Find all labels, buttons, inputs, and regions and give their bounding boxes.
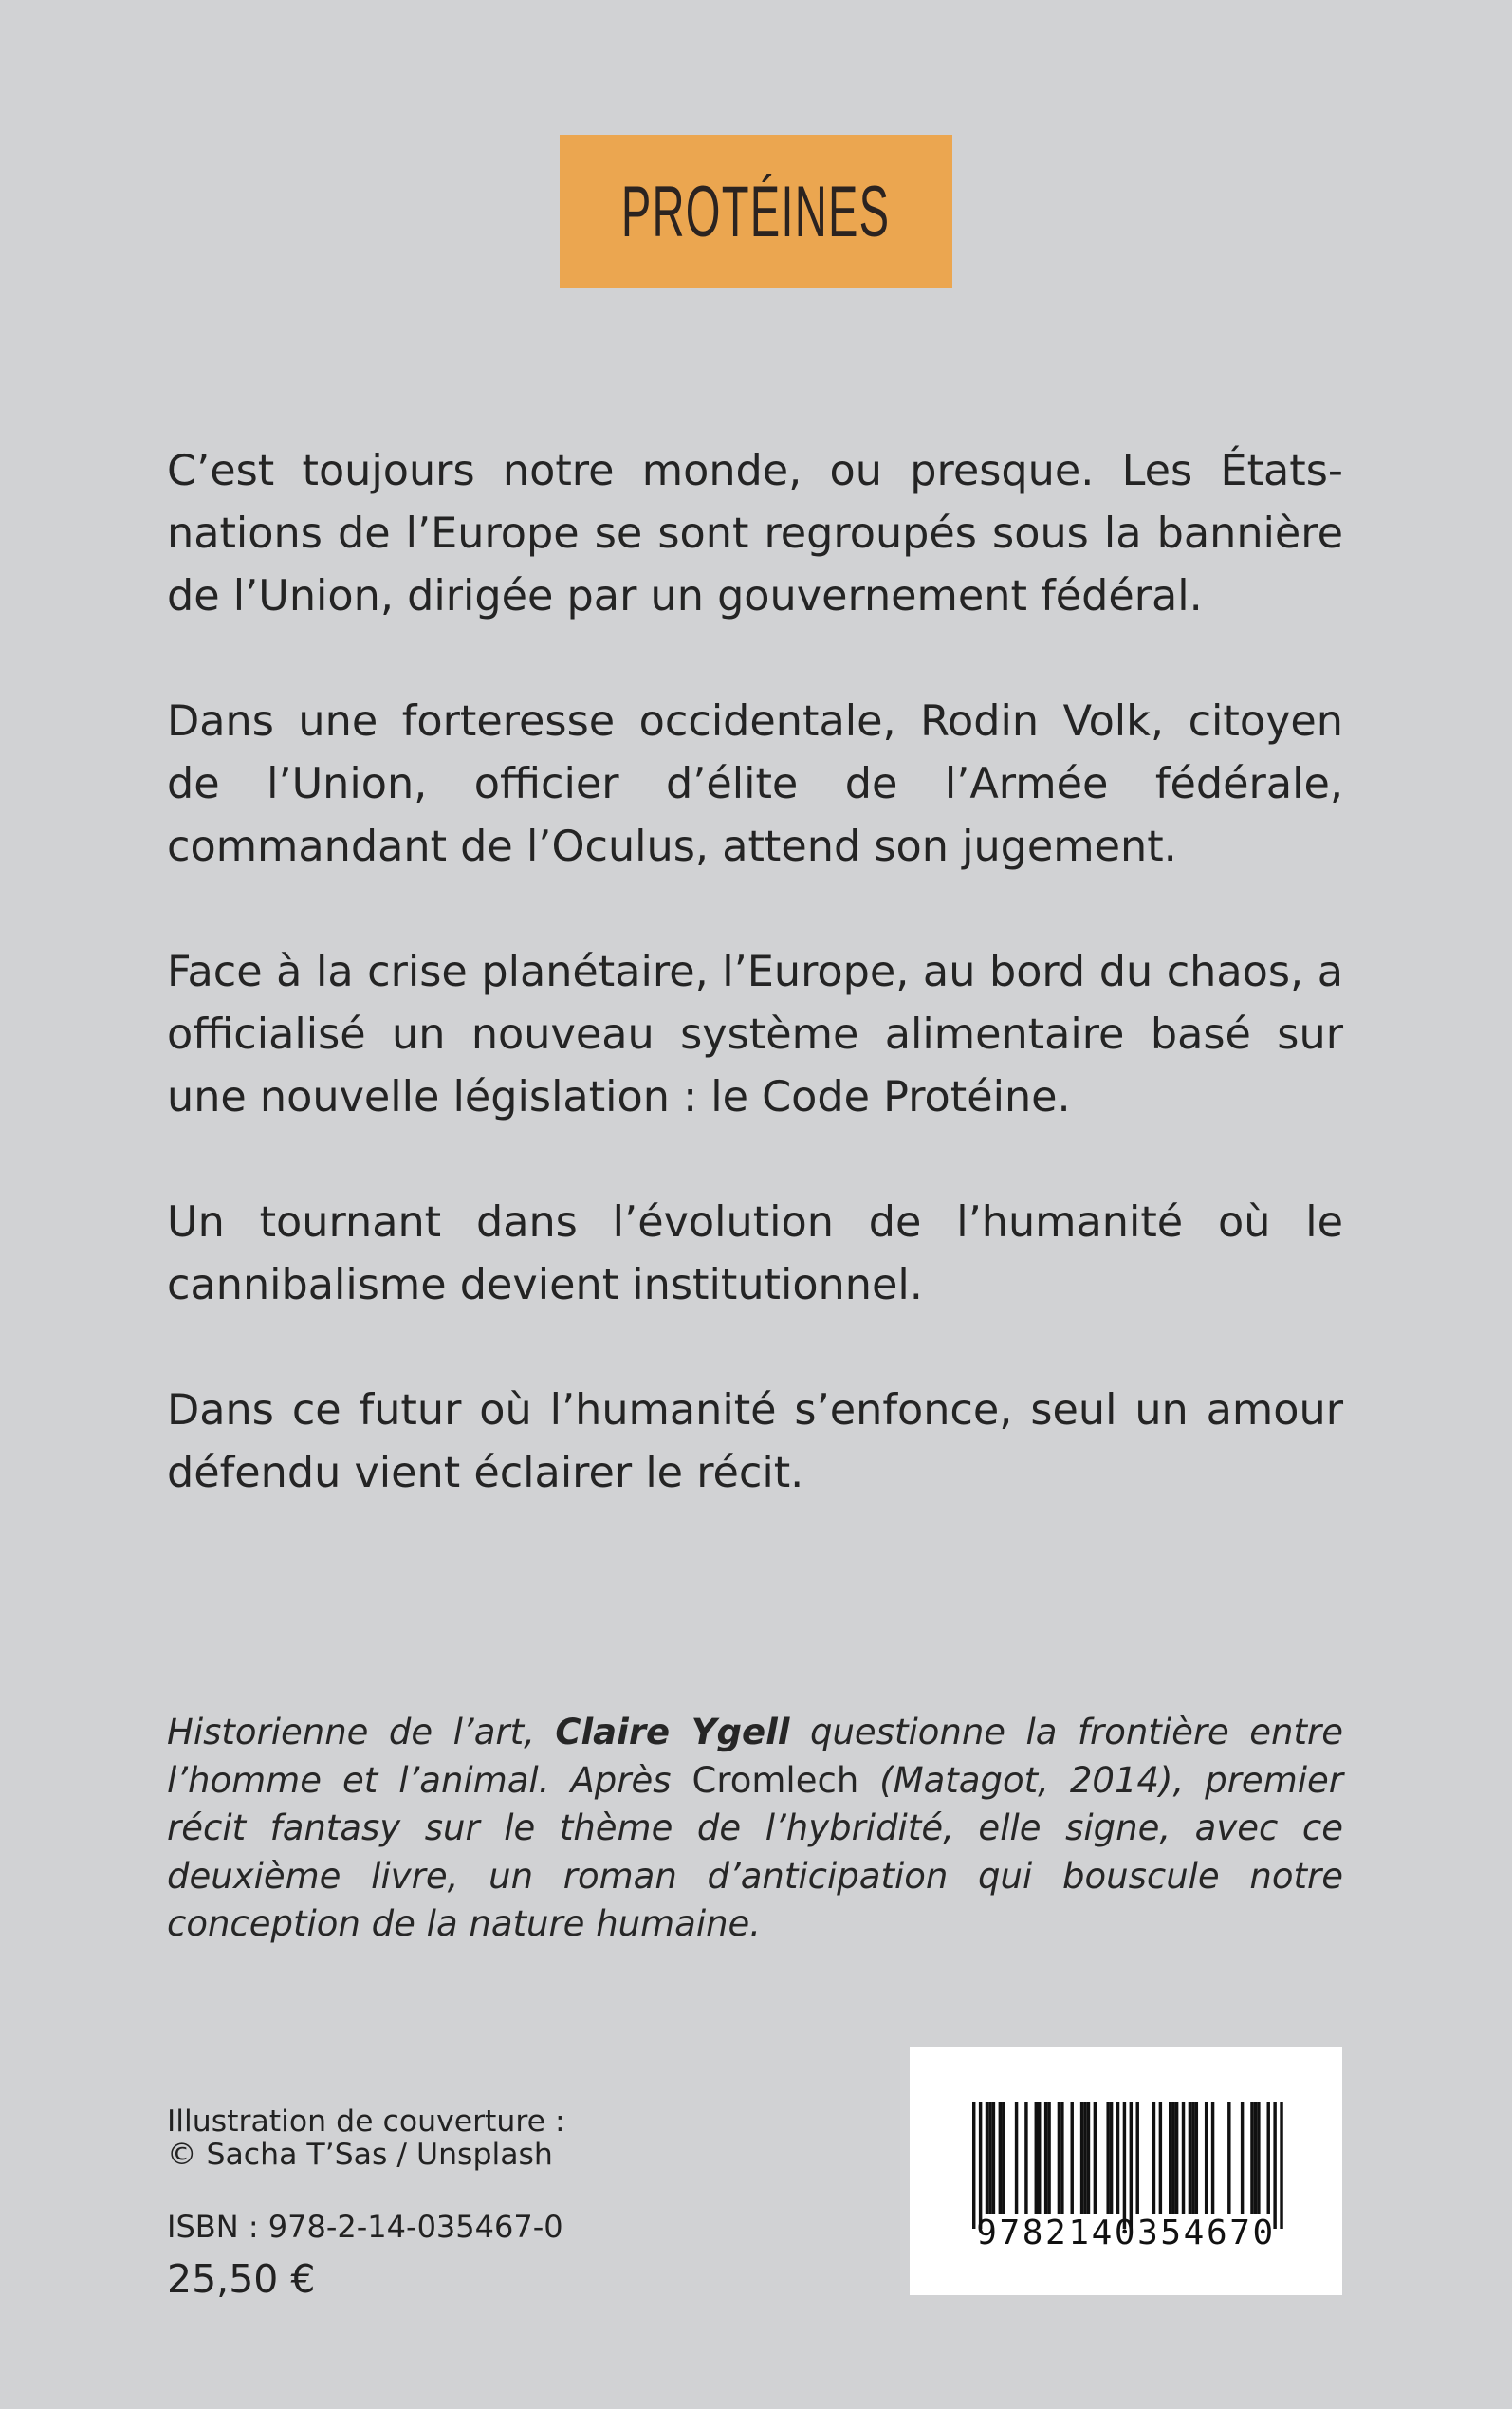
- synopsis-paragraph: Dans ce futur où l’humanité s’enfonce, seul un amour défendu vient éclairer le récit.: [167, 1386, 1343, 1497]
- barcode-bar: [1205, 2102, 1208, 2214]
- author-bio: [167, 1709, 1343, 1949]
- barcode-icon: [910, 2047, 1342, 2295]
- cover-credits: [167, 2105, 565, 2172]
- synopsis-paragraph: C’est toujours notre monde, ou presque. Les États-nations de l’Europe se sont regroupés sous la bannière de l’Union, dirigée par un gouvernement fédéral.: [167, 447, 1343, 621]
- bio-text: (Matagot, 2014), premier récit fantasy sur le thème de l’hybridité, elle signe, avec ce deuxième livre, un roman d’anticipation qui bouscule notre conception de la nature humaine.: [167, 1759, 1343, 1944]
- barcode-bar: [1169, 2102, 1171, 2214]
- barcode-bar: [1227, 2102, 1230, 2214]
- barcode-bar: [1254, 2102, 1257, 2214]
- barcode-bar: [1191, 2102, 1194, 2214]
- price: 25,50 €: [167, 2256, 316, 2302]
- credits-source: © Sacha T’Sas / Unsplash: [167, 2138, 553, 2172]
- barcode-box: [910, 2047, 1342, 2295]
- barcode-bar: [1038, 2102, 1041, 2214]
- author-name: Claire Ygell: [555, 1712, 790, 1752]
- barcode-bar: [1175, 2102, 1178, 2214]
- barcode-bar: [1110, 2102, 1113, 2214]
- barcode-bar: [1136, 2102, 1139, 2214]
- barcode-bar: [1116, 2102, 1119, 2214]
- barcode-bar: [1060, 2102, 1063, 2214]
- barcode-bar: [1273, 2102, 1276, 2229]
- isbn: ISBN : 978-2-14-035467-0: [167, 2209, 563, 2245]
- title-box: [560, 135, 952, 288]
- barcode-bar: [1189, 2102, 1191, 2214]
- book-title: PROTÉINES: [621, 171, 891, 252]
- barcode-bar: [972, 2102, 975, 2229]
- barcode-bar: [1015, 2102, 1018, 2214]
- barcode-bar: [1002, 2102, 1005, 2214]
- synopsis-paragraph: Face à la crise planétaire, l’Europe, au bord du chaos, a officialisé un nouveau système alimentaire basé sur une nouvelle législation : le Code Protéine.: [167, 948, 1343, 1121]
- synopsis-paragraph: Dans une forteresse occidentale, Rodin Volk, citoyen de l’Union, officier d’élite de l’Armée fédérale, commandant de l’Oculus, attend son jugement.: [167, 697, 1343, 871]
- synopsis-paragraph: Un tournant dans l’évolution de l’humanité où le cannibalisme devient institutionnel.: [167, 1198, 1343, 1309]
- barcode-number: 9782140354670: [976, 2214, 1276, 2252]
- barcode-bar: [1058, 2102, 1060, 2214]
- barcode-bar: [1035, 2102, 1038, 2214]
- barcode-bar: [1267, 2102, 1270, 2214]
- barcode-bar: [1171, 2102, 1174, 2214]
- barcode-bar: [1047, 2102, 1050, 2214]
- barcode-bar: [1241, 2102, 1244, 2214]
- barcode-bar: [992, 2102, 995, 2214]
- barcode-bar: [986, 2102, 988, 2214]
- barcode-bar: [1182, 2102, 1185, 2214]
- barcode-bar: [1044, 2102, 1047, 2214]
- barcode-bar: [1123, 2102, 1126, 2229]
- barcode-bar: [988, 2102, 991, 2214]
- barcode-bar: [1257, 2102, 1260, 2214]
- barcode-bar: [999, 2102, 1002, 2214]
- barcode-bar: [1250, 2102, 1253, 2214]
- barcode-bar: [979, 2102, 982, 2229]
- barcode-bar: [1152, 2102, 1155, 2214]
- barcode-bar: [1159, 2102, 1162, 2214]
- barcode-bar: [1195, 2102, 1198, 2214]
- barcode-bar: [1080, 2102, 1083, 2214]
- credits-label: Illustration de couverture :: [167, 2104, 565, 2139]
- bio-text: Historienne de l’art,: [167, 1712, 556, 1752]
- barcode-bar: [1083, 2102, 1086, 2214]
- barcode-bar: [1211, 2102, 1214, 2214]
- barcode-bar: [1280, 2102, 1282, 2229]
- synopsis: [167, 440, 1343, 1567]
- barcode-bar: [1071, 2102, 1074, 2214]
- previous-book-title: Cromlech: [691, 1759, 859, 1801]
- barcode-bar: [1024, 2102, 1027, 2214]
- barcode-bar: [1106, 2102, 1109, 2214]
- bio-text: questionne la frontière entre l’homme et l’animal. Après: [167, 1712, 1343, 1801]
- barcode-bar: [1094, 2102, 1097, 2214]
- barcode-bar: [1130, 2102, 1133, 2229]
- barcode-bar: [1087, 2102, 1090, 2214]
